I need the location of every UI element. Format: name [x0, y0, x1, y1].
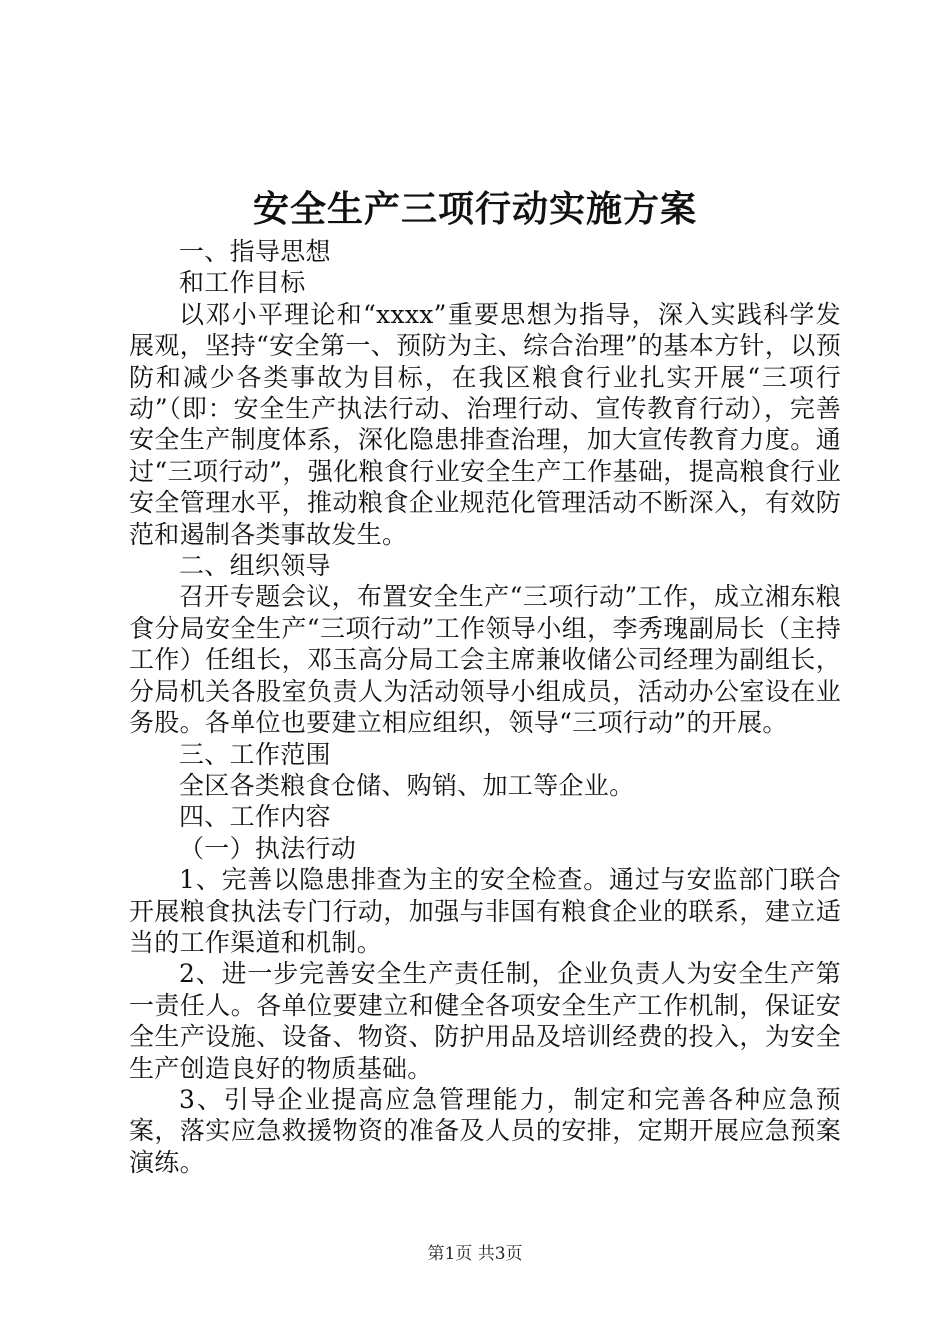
paragraph-work-scope: 全区各类粮食仓储、购销、加工等企业。 [179, 770, 635, 800]
subsection-heading-enforcement: （一）执法行动 [179, 833, 357, 863]
page-footer: 第1页 共3页 [427, 1244, 523, 1264]
document-title: 安全生产三项行动实施方案 [252, 188, 697, 230]
paragraph-organization: 召开专题会议，布置安全生产“三项行动”工作，成立湘东粮食分局安全生产“三项行动”工作领导小组，李秀瑰副局长（主持工作）任组长，邓玉高分局工会主席兼收储公司经理为副组长，分局机关各股室负责人为活动领导小组成员，活动办公室设在业务股。各单位也要建立相应组织，领导“三项行动”的开展。 [129, 582, 841, 738]
paragraph-item-2: 2、进一步完善安全生产责任制，企业负责人为安全生产第一责任人。各单位要建立和健全各项安全生产工作机制，保证安全生产设施、设备、物资、防护用品及培训经费的投入，为安全生产创造良好的物质基础。 [129, 959, 841, 1083]
paragraph-item-1: 1、完善以隐患排查为主的安全检查。通过与安监部门联合开展粮食执法专门行动，加强与非国有粮食企业的联系，建立适当的工作渠道和机制。 [129, 865, 841, 957]
paragraph-item-3: 3、引导企业提高应急管理能力，制定和完善各种应急预案，落实应急救援物资的准备及人员的安排，定期开展应急预案演练。 [129, 1084, 841, 1177]
section-heading-organization: 二、组织领导 [179, 551, 331, 581]
section-heading-work-content: 四、工作内容 [179, 802, 331, 832]
document-body [129, 236, 841, 1178]
section-heading-guiding-thought: 一、指导思想 [179, 237, 331, 266]
section-heading-work-scope: 三、工作范围 [179, 739, 331, 769]
section-heading-work-goal: 和工作目标 [179, 268, 306, 298]
paragraph-guiding-thought: 以邓小平理论和“xxxx”重要思想为指导，深入实践科学发展观，坚持“安全第一、预防为主、综合治理”的基本方针，以预防和减少各类事故为目标，在我区粮食行业扎实开展“三项行动”（即：安全生产执法行动、治理行动、宣传教育行动），完善安全生产制度体系，深化隐患排查治理，加大宣传教育力度。通过“三项行动”，强化粮食行业安全生产工作基础，提高粮食行业安全管理水平，推动粮食企业规范化管理活动不断深入，有效防范和遏制各类事故发生。 [129, 299, 841, 549]
